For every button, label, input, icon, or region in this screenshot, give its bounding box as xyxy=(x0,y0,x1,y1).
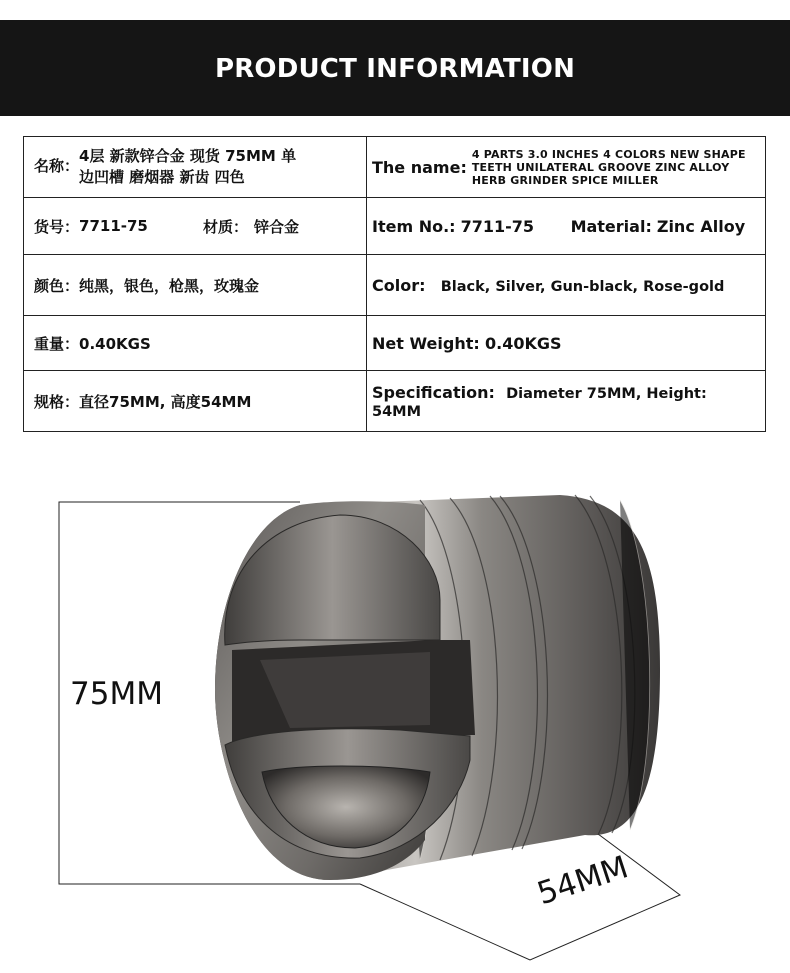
name-cn-cell xyxy=(24,137,367,198)
material-cn-value: 锌合金 xyxy=(254,217,300,236)
weight-cn-cell xyxy=(24,316,367,371)
name-cn-value: 4层 新款锌合金 现货 75MM 单边凹槽 磨烟器 新齿 四色 xyxy=(79,147,297,186)
spec-cn-value: 直径75MM, 高度54MM xyxy=(79,392,252,411)
table-row-weight xyxy=(24,316,766,371)
product-info-table xyxy=(23,136,766,432)
spec-en-value: Diameter 75MM, Height: 54MM xyxy=(372,385,707,420)
weight-en-value: 0.40KGS xyxy=(485,333,562,353)
material-cn-label: 材质： xyxy=(203,217,249,236)
color-cn-value: 纯黑，银色，枪黑，玫瑰金 xyxy=(79,276,260,295)
item-en-cell xyxy=(367,198,766,255)
table-row-spec xyxy=(24,371,766,432)
color-en-label: Color: xyxy=(372,275,426,295)
weight-cn-value: 0.40KGS xyxy=(79,334,151,353)
color-en-value: Black, Silver, Gun-black, Rose-gold xyxy=(440,278,725,295)
color-en-cell xyxy=(367,255,766,316)
spec-cn-label: 规格： xyxy=(34,392,80,411)
weight-en-label: Net Weight: xyxy=(372,333,480,353)
weight-cn-label: 重量： xyxy=(34,334,80,353)
table-row-item xyxy=(24,198,766,255)
spec-en-label: Specification: xyxy=(372,382,495,402)
material-en-label: Material: xyxy=(570,216,652,236)
table-row-color xyxy=(24,255,766,316)
spec-en-cell xyxy=(367,371,766,432)
name-en-value: 4 PARTS 3.0 INCHES 4 COLORS NEW SHAPE TEETH UNILATERAL GROOVE ZINC ALLOY HERB GRINDER SPICE MILLER xyxy=(471,147,746,187)
name-en-cell xyxy=(367,137,766,198)
table-row-name xyxy=(24,137,766,198)
diameter-label: 75MM xyxy=(70,676,163,712)
grinder-product-image xyxy=(0,460,790,973)
spec-cn-cell xyxy=(24,371,367,432)
name-cn-label: 名称： xyxy=(34,157,80,175)
name-en-label: The name: xyxy=(372,157,467,177)
item-en-value: 7711-75 xyxy=(460,216,534,236)
item-cn-cell xyxy=(24,198,367,255)
color-cn-cell xyxy=(24,255,367,316)
item-cn-value: 7711-75 xyxy=(79,217,148,235)
material-en-value: Zinc Alloy xyxy=(656,216,746,236)
header-banner xyxy=(0,20,790,116)
item-en-label: Item No.: xyxy=(372,216,456,236)
weight-en-cell xyxy=(367,316,766,371)
height-label: 54MM xyxy=(533,849,633,913)
item-cn-label: 货号： xyxy=(34,217,80,236)
page-title: PRODUCT INFORMATION xyxy=(214,54,576,84)
color-cn-label: 颜色： xyxy=(34,276,80,295)
